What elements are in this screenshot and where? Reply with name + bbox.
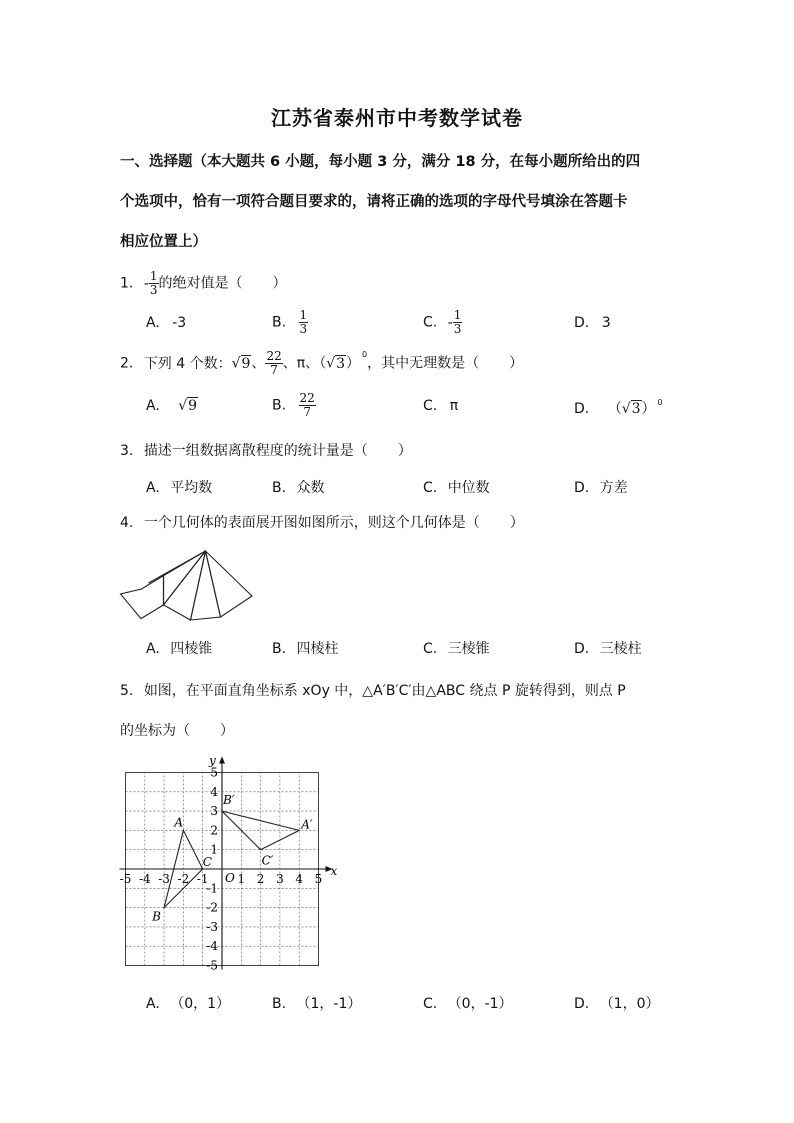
x-axis-label: x — [330, 864, 338, 878]
radicand: 3 — [336, 355, 346, 372]
y-tick-label: 3 — [210, 804, 218, 819]
option-text: 中位数 — [447, 480, 490, 496]
question-stem: 描述一组数据离散程度的统计量是（ — [143, 443, 368, 459]
option-label: C. — [423, 480, 438, 496]
q1-option-d[interactable] — [574, 315, 611, 331]
option-text: 3 — [601, 315, 611, 331]
y-tick-label: 5 — [210, 765, 218, 780]
q4-option-b[interactable] — [272, 638, 339, 658]
option-label: D. — [574, 996, 590, 1012]
net-square-base — [121, 576, 164, 619]
fraction-numerator: 1 — [453, 308, 462, 322]
radicand: 9 — [188, 398, 198, 414]
option-fraction — [299, 392, 316, 419]
option-label: A. — [146, 315, 160, 331]
minus-sign: - — [447, 314, 453, 331]
y-tick-label: -1 — [206, 881, 218, 896]
answer-bracket-close: ） — [220, 723, 234, 739]
question-4 — [120, 512, 524, 532]
question-5 — [120, 680, 626, 700]
section-header-line-1: 一、选择题（本大题共 6 小题，每小题 3 分，满分 18 分，在每小题所给出的四 — [120, 154, 641, 170]
answer-bracket-close: ） — [272, 275, 287, 292]
option-label: B. — [272, 996, 287, 1012]
question-5-line-2 — [120, 720, 234, 740]
q4-option-a[interactable] — [146, 638, 212, 658]
exponent: 0 — [362, 350, 368, 359]
point-label-a: A — [174, 815, 184, 830]
question-1 — [120, 270, 287, 297]
q3-option-b[interactable] — [272, 477, 325, 497]
q1-option-c[interactable] — [423, 309, 462, 336]
question-2 — [120, 350, 523, 377]
x-tick-label: -4 — [138, 872, 151, 886]
minus-sign: - — [143, 275, 149, 292]
q2-option-c[interactable] — [423, 398, 458, 414]
x-tick-label: -2 — [177, 872, 190, 886]
y-tick-label: -4 — [206, 939, 218, 954]
option-fraction — [299, 309, 309, 336]
net-triangle-face — [164, 551, 206, 620]
option-text: 三棱柱 — [599, 641, 642, 657]
x-tick-label: 1 — [237, 872, 246, 886]
net-edge — [149, 551, 206, 583]
separator: 、 — [251, 355, 266, 372]
question-stem-b: ，其中无理数是（ — [367, 355, 480, 372]
fraction-numerator: 22 — [266, 349, 282, 363]
fraction-denominator: 7 — [303, 405, 311, 419]
x-tick-label: 3 — [276, 872, 284, 886]
x-tick-label: -5 — [119, 872, 132, 886]
answer-bracket-close: ） — [509, 355, 524, 372]
q3-option-d[interactable] — [574, 477, 628, 497]
triangles — [164, 811, 299, 908]
point-label-b: B — [152, 909, 161, 924]
exponent: 0 — [657, 398, 663, 407]
question-number: 3. — [120, 443, 134, 459]
y-axis-label: y — [209, 753, 216, 768]
option-label: A. — [146, 480, 160, 496]
option-text: 方差 — [599, 480, 628, 496]
paren-close: ） — [346, 355, 361, 372]
sqrt-expression: √3 — [326, 355, 346, 372]
q1-option-a[interactable] — [146, 315, 186, 331]
net-triangle-face — [206, 551, 253, 617]
option-label: D. — [574, 401, 590, 417]
option-label: D. — [574, 480, 590, 496]
option-label: D. — [574, 641, 590, 657]
point-label-c: C — [202, 855, 212, 869]
sqrt-expression: √9 — [231, 355, 251, 372]
point-labels — [151, 793, 313, 924]
point-label-c-prime: C′ — [261, 853, 274, 868]
paren-close: ） — [641, 401, 656, 417]
section-header-line-2: 个选项中，恰有一项符合题目要求的，请将正确的选项的字母代号填涂在答题卡 — [120, 194, 628, 210]
question-number: 4. — [120, 515, 134, 531]
option-text: 众数 — [296, 480, 325, 496]
option-label: B. — [272, 314, 287, 331]
answer-bracket-close: ） — [397, 443, 412, 459]
fraction — [265, 350, 282, 377]
radicand: 3 — [631, 401, 641, 417]
pyramid-net-figure — [110, 540, 290, 630]
fraction-numerator: 1 — [299, 308, 308, 322]
question-3 — [120, 440, 412, 460]
sqrt-expression: √9 — [178, 398, 198, 414]
y-tick-label: -2 — [206, 900, 218, 915]
option-label: A. — [146, 398, 160, 414]
coordinate-graph — [110, 748, 350, 978]
q4-option-d[interactable] — [574, 638, 642, 658]
question-number: 1. — [120, 275, 134, 292]
y-tick-label: 2 — [210, 823, 218, 838]
option-text: 四棱柱 — [296, 641, 339, 657]
option-label: C. — [423, 641, 438, 657]
x-tick-label: 4 — [295, 872, 304, 886]
question-stem: 的绝对值是（ — [158, 275, 243, 292]
q5-option-c[interactable] — [423, 993, 513, 1013]
question-stem-a: 下列 4 个数： — [143, 355, 232, 372]
point-label-a-prime: A′ — [301, 817, 313, 832]
fraction-numerator: 22 — [299, 391, 315, 405]
option-label: C. — [423, 398, 438, 414]
q5-option-d[interactable] — [574, 993, 660, 1013]
q5-option-a[interactable] — [146, 993, 230, 1013]
q3-option-a[interactable] — [146, 477, 212, 497]
x-tick-label: 2 — [256, 872, 265, 886]
option-label: A. — [146, 641, 160, 657]
option-text: 三棱锥 — [447, 641, 490, 657]
page-title: 江苏省泰州市中考数学试卷 — [271, 106, 523, 130]
y-tick-label: -3 — [206, 919, 218, 934]
point-label-b-prime: B′ — [223, 793, 235, 808]
axes — [120, 754, 338, 970]
y-tick-label: 1 — [210, 842, 218, 857]
y-axis-arrow — [219, 757, 225, 764]
fraction-denominator: 3 — [149, 283, 158, 297]
x-tick-label: -3 — [158, 872, 170, 886]
option-label: B. — [272, 480, 287, 496]
question-number: 2. — [120, 355, 134, 372]
question-stem: 一个几何体的表面展开图如图所示，则这个几何体是（ — [143, 515, 480, 531]
option-text: 四棱锥 — [170, 641, 213, 657]
option-label: A. — [146, 996, 160, 1012]
question-number: 5. — [120, 683, 134, 699]
q5-option-b[interactable] — [272, 993, 361, 1013]
option-label: B. — [272, 641, 287, 657]
x-tick-label: 5 — [314, 872, 323, 886]
q1-option-b[interactable] — [272, 309, 308, 336]
option-text: 平均数 — [170, 480, 213, 496]
separator: 、π、 — [282, 355, 320, 372]
radicand: 9 — [241, 355, 251, 372]
option-text: （0，1） — [170, 996, 231, 1012]
option-label: C. — [423, 314, 438, 331]
fraction-denominator: 3 — [299, 322, 308, 336]
option-label: D. — [574, 315, 590, 331]
question-stem-line-1: 如图，在平面直角坐标系 xOy 中，△A′B′C′由△ABC 绕点 P 旋转得到，则点 P — [143, 683, 626, 699]
option-label: C. — [423, 996, 438, 1012]
x-tick-label: -1 — [196, 872, 209, 886]
option-text: （0，-1） — [447, 996, 513, 1012]
origin-label: O — [225, 871, 235, 885]
sqrt-expression: √3 — [621, 401, 641, 417]
q2-option-b[interactable] — [272, 392, 316, 419]
y-tick-label: 4 — [210, 784, 218, 799]
option-label: B. — [272, 397, 287, 414]
q2-option-d[interactable] — [574, 398, 663, 418]
fraction-numerator: 1 — [149, 269, 158, 283]
fraction — [149, 270, 159, 297]
fraction-denominator: 7 — [270, 363, 278, 377]
paren-open: （ — [607, 401, 622, 417]
q4-option-c[interactable] — [423, 638, 490, 658]
answer-bracket-close: ） — [509, 515, 524, 531]
option-fraction — [453, 309, 463, 336]
paren-open: （ — [319, 355, 327, 372]
q3-option-c[interactable] — [423, 477, 490, 497]
option-text: -3 — [172, 315, 187, 331]
y-tick-label: -5 — [206, 958, 218, 973]
fraction-denominator: 3 — [453, 322, 462, 336]
question-stem-line-2: 的坐标为（ — [120, 723, 190, 739]
section-header-line-3: 相应位置上） — [120, 234, 207, 250]
option-text: （1，-1） — [296, 996, 362, 1012]
option-text: π — [449, 398, 459, 414]
q2-option-a[interactable] — [146, 398, 198, 414]
option-text: （1，0） — [599, 996, 660, 1012]
